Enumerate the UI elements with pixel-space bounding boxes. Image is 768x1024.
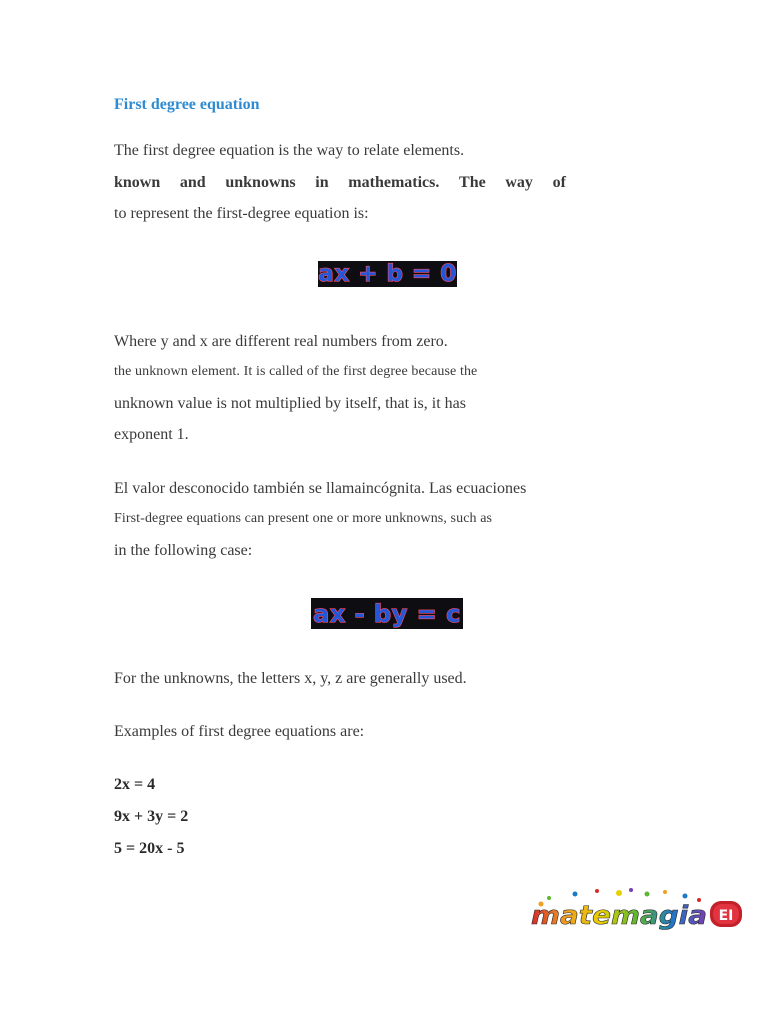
paragraph-3-line-2: First-degree equations can present one or more unknowns, such as	[114, 511, 493, 526]
paragraph-3-line-3: in the following case:	[114, 542, 253, 559]
paragraph-4: For the unknowns, the letters x, y, z are generally used.	[114, 670, 467, 687]
example-equation-2: 9x + 3y = 2	[114, 808, 189, 825]
word: way	[505, 174, 533, 191]
logo-badge: EI	[718, 908, 734, 924]
word: and	[179, 174, 206, 191]
example-equation-1: 2x = 4	[114, 776, 156, 793]
paragraph-2-line-1: Where y and x are different real numbers from zero.	[114, 333, 448, 350]
word: mathematics.	[348, 174, 440, 191]
paragraph-5: Examples of first degree equations are:	[114, 723, 365, 740]
word: known	[114, 174, 161, 191]
word: The	[459, 174, 486, 191]
paragraph-2-line-3: unknown value is not multiplied by itself, that is, it has	[114, 395, 466, 412]
formula-image-2: ax - by = c	[311, 598, 463, 629]
paragraph-2-line-4: exponent 1.	[114, 426, 189, 443]
logo-text: matemagia	[531, 901, 707, 931]
word: unknowns	[225, 174, 296, 191]
formula-image-1: ax + b = 0	[318, 261, 457, 287]
matemagia-logo	[527, 884, 747, 934]
word: in	[315, 174, 329, 191]
example-equation-3: 5 = 20x - 5	[114, 840, 185, 857]
page-title: First degree equation	[114, 96, 260, 113]
word: of	[552, 174, 566, 191]
paragraph-1-line-1: The first degree equation is the way to relate elements.	[114, 142, 465, 159]
paragraph-1-line-2	[114, 173, 566, 193]
paragraph-2-line-2: the unknown element. It is called of the first degree because the	[114, 364, 478, 379]
paragraph-1-line-3: to represent the first-degree equation is:	[114, 205, 369, 222]
paragraph-3-line-1: El valor desconocido también se llamaincógnita. Las ecuaciones	[114, 480, 527, 497]
